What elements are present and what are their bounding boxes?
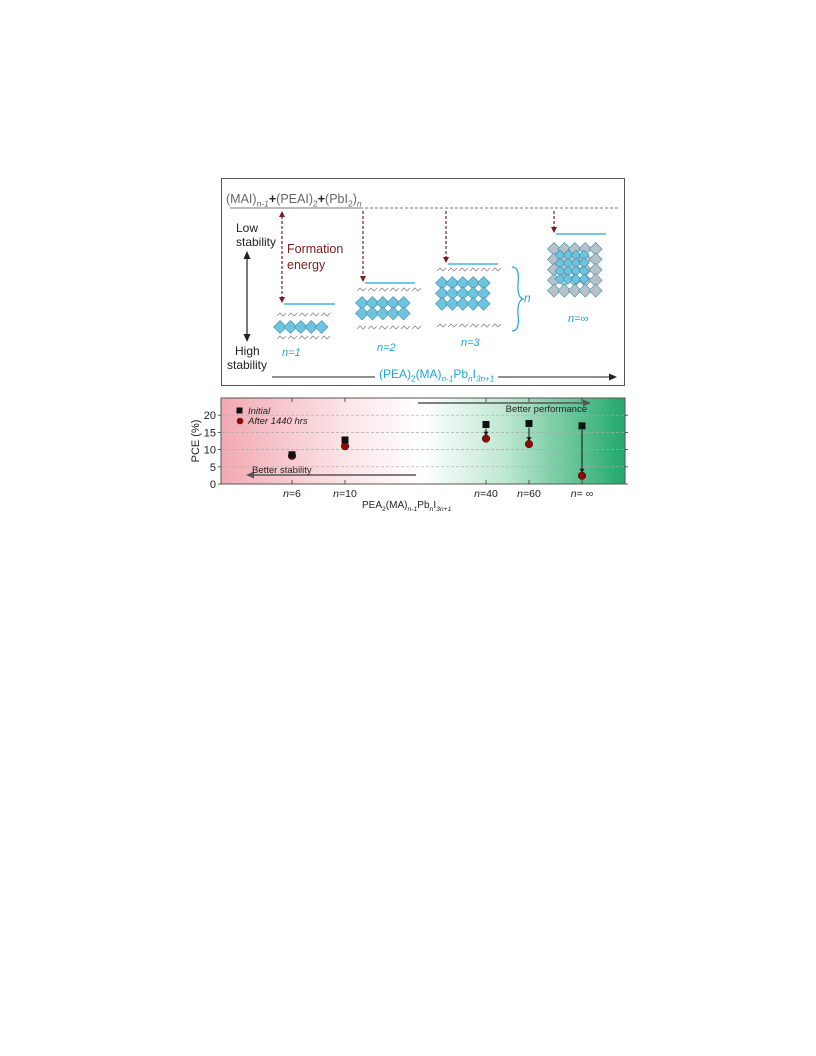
phase-label-n3: n=3 [461, 337, 480, 349]
after-1440-hrs-point [482, 435, 490, 443]
organic-spacer [448, 324, 457, 327]
organic-spacer [379, 288, 388, 291]
organic-spacer [368, 288, 377, 291]
x-tick-label: n=40 [474, 488, 498, 500]
legend-aged-label: After 1440 hrs [248, 416, 308, 427]
organic-spacer [288, 313, 297, 316]
y-tick-label: 15 [203, 427, 216, 440]
organic-spacer [492, 268, 501, 271]
organic-spacer [412, 288, 421, 291]
organic-spacer [357, 326, 366, 329]
organic-spacer [390, 288, 399, 291]
organic-spacer [299, 336, 308, 339]
organic-spacer [277, 313, 286, 316]
initial-point [342, 436, 349, 443]
organic-spacer [481, 268, 490, 271]
organic-spacer [401, 288, 410, 291]
organic-spacer [412, 326, 421, 329]
organic-spacer [481, 324, 490, 327]
legend-initial-label: Initial [248, 406, 271, 417]
reactant-formula: $(MAI)_{n-1}+(PEAI)_2+(PbI_2)_n$ [226, 192, 362, 209]
formation-energy-label: Formation energy [287, 242, 344, 272]
organic-spacer [288, 336, 297, 339]
y-tick-label: 10 [203, 444, 216, 457]
organic-spacer [299, 313, 308, 316]
organic-spacer [368, 326, 377, 329]
x-tick-label: n=60 [517, 488, 541, 500]
low-stability-label: Low stability [236, 221, 277, 249]
organic-spacer [310, 336, 319, 339]
legend-initial-marker [237, 408, 243, 414]
organic-spacer [321, 313, 330, 316]
organic-spacer [470, 268, 479, 271]
organic-spacer [390, 326, 399, 329]
initial-point [483, 421, 490, 428]
x-axis-label: $PEA_2(MA)_{n-1}Pb_nI_{3n+1}$ [362, 500, 452, 513]
phase-label-n2: n=2 [377, 342, 396, 354]
y-tick-label: 5 [209, 461, 216, 474]
organic-spacer [459, 324, 468, 327]
organic-spacer [357, 288, 366, 291]
after-1440-hrs-point [525, 440, 533, 448]
legend-aged-marker [237, 418, 244, 425]
y-tick-label: 0 [209, 479, 216, 491]
y-axis-label: PCE (%) [190, 419, 202, 463]
organic-spacer [379, 326, 388, 329]
organic-spacer [310, 313, 319, 316]
stability-axis-arrow [244, 251, 251, 342]
organic-spacer [492, 324, 501, 327]
n1-octahedron [315, 321, 328, 334]
n-inf-octahedron [589, 284, 602, 297]
x-tick-label: n= ∞ [570, 488, 594, 500]
organic-spacer [321, 336, 330, 339]
organic-spacer [277, 336, 286, 339]
initial-point [289, 451, 296, 458]
organic-spacer [448, 268, 457, 271]
x-tick-label: n=10 [333, 488, 357, 500]
organic-spacer [437, 268, 446, 271]
organic-spacer [401, 326, 410, 329]
phase-label-n-infinity: n=∞ [568, 313, 589, 325]
product-formula: $(PEA)_2(MA)_{n-1}Pb_nI_{3n+1}$ [375, 367, 498, 383]
layer-count-label: n [524, 291, 531, 305]
organic-spacer [459, 268, 468, 271]
organic-spacer [470, 324, 479, 327]
x-tick-label: n=6 [283, 488, 301, 500]
n2-octahedron [397, 307, 410, 320]
layer-bracket [512, 267, 523, 331]
y-tick-label: 20 [203, 410, 216, 423]
n3-octahedron [477, 297, 490, 310]
high-stability-label: High stability [227, 344, 268, 372]
formula-axis-arrowhead [609, 374, 617, 381]
initial-point [526, 420, 533, 427]
organic-spacer [437, 324, 446, 327]
phase-label-n1: n=1 [282, 347, 301, 359]
after-1440-hrs-point [578, 472, 586, 480]
initial-point [579, 422, 586, 429]
formation-energy-panel [221, 178, 625, 386]
better-stability-label: Better stability [252, 465, 312, 476]
better-performance-label: Better performance [505, 404, 587, 415]
after-1440-hrs-point [341, 442, 349, 450]
